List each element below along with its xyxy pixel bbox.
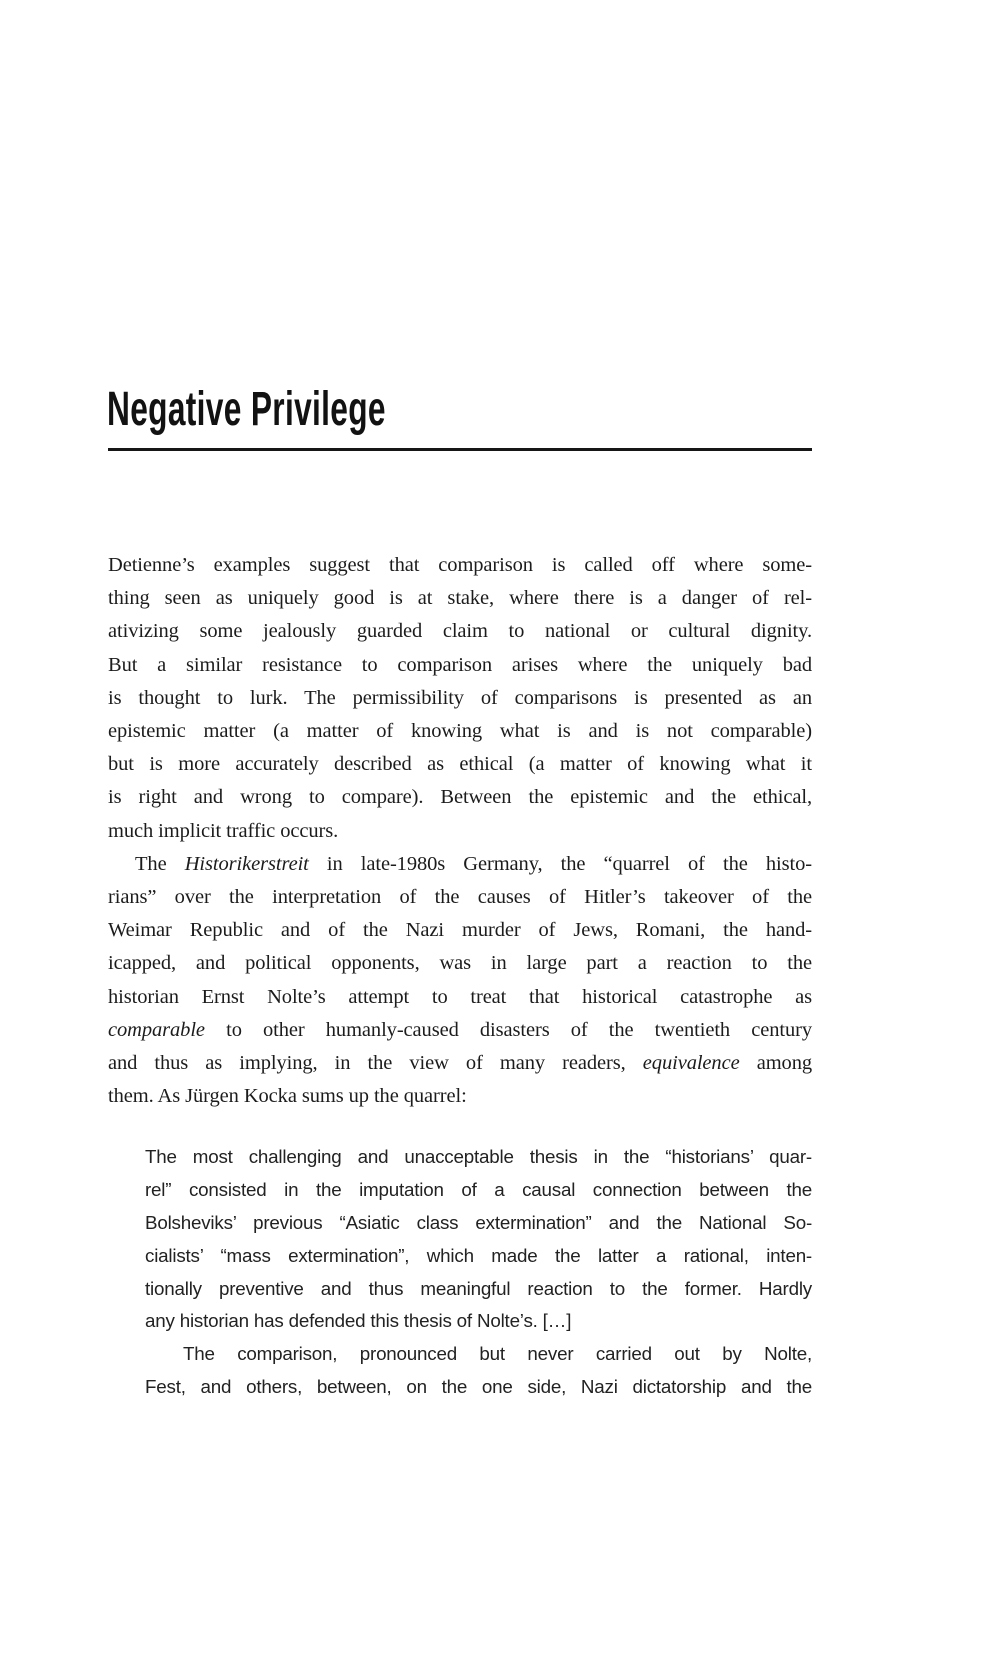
text-line: Weimar Republic and of the Nazi murder of Jews, Romani, the hand- [108, 919, 812, 942]
text-line: But a similar resistance to comparison arises where the uniquely bad [108, 653, 812, 676]
text-line: but is more accurately described as ethical (a matter of knowing what it [108, 753, 812, 776]
text-line: The comparison, pronounced but never carried out by Nolte, [183, 1343, 812, 1365]
text-line: much implicit traffic occurs. [108, 819, 339, 842]
paragraph-2 [108, 848, 812, 1114]
text-line: icapped, and political opponents, was in large part a reaction to the [108, 952, 812, 975]
text-line: cialists’ “mass extermination”, which made the latter a rational, inten- [145, 1244, 812, 1266]
paragraph-1 [108, 549, 812, 848]
chapter-title: Negative Privilege [107, 383, 386, 436]
text-line: and thus as implying, in the view of many readers, equivalence among [108, 1052, 812, 1075]
text-line: thing seen as uniquely good is at stake, where there is a danger of rel- [108, 587, 812, 610]
text-line: Fest, and others, between, on the one side, Nazi dictatorship and the [145, 1376, 812, 1398]
text-line: comparable to other humanly-caused disasters of the twentieth century [108, 1018, 812, 1041]
text-line: rel” consisted in the imputation of a causal connection between the [145, 1179, 812, 1201]
text-line: tionally preventive and thus meaningful reaction to the former. Hardly [145, 1277, 812, 1299]
title-rule [108, 448, 812, 451]
text-line: Detienne’s examples suggest that comparison is called off where some- [108, 554, 812, 576]
text-line: historian Ernst Nolte’s attempt to treat that historical catastrophe as [108, 985, 812, 1008]
text-line: is thought to lurk. The permissibility of comparisons is presented as an [108, 686, 812, 709]
text-line: ativizing some jealously guarded claim to national or cultural dignity. [108, 620, 812, 643]
text-line: rians” over the interpretation of the causes of Hitler’s takeover of the [108, 886, 812, 909]
text-line: any historian has defended this thesis of Nolte’s. […] [145, 1310, 572, 1332]
text-line: Bolsheviks’ previous “Asiatic class extermination” and the National So- [145, 1212, 812, 1234]
block-quote [145, 1141, 812, 1403]
text-line: The most challenging and unacceptable thesis in the “historians’ quar- [145, 1146, 812, 1168]
text-line: The Historikerstreit in late-1980s Germany, the “quarrel of the histo- [135, 852, 812, 875]
text-line: is right and wrong to compare). Between the epistemic and the ethical, [108, 786, 812, 809]
text-block [108, 549, 812, 1404]
text-line: them. As Jürgen Kocka sums up the quarrel: [108, 1085, 467, 1108]
text-line: epistemic matter (a matter of knowing what is and is not comparable) [108, 720, 812, 743]
